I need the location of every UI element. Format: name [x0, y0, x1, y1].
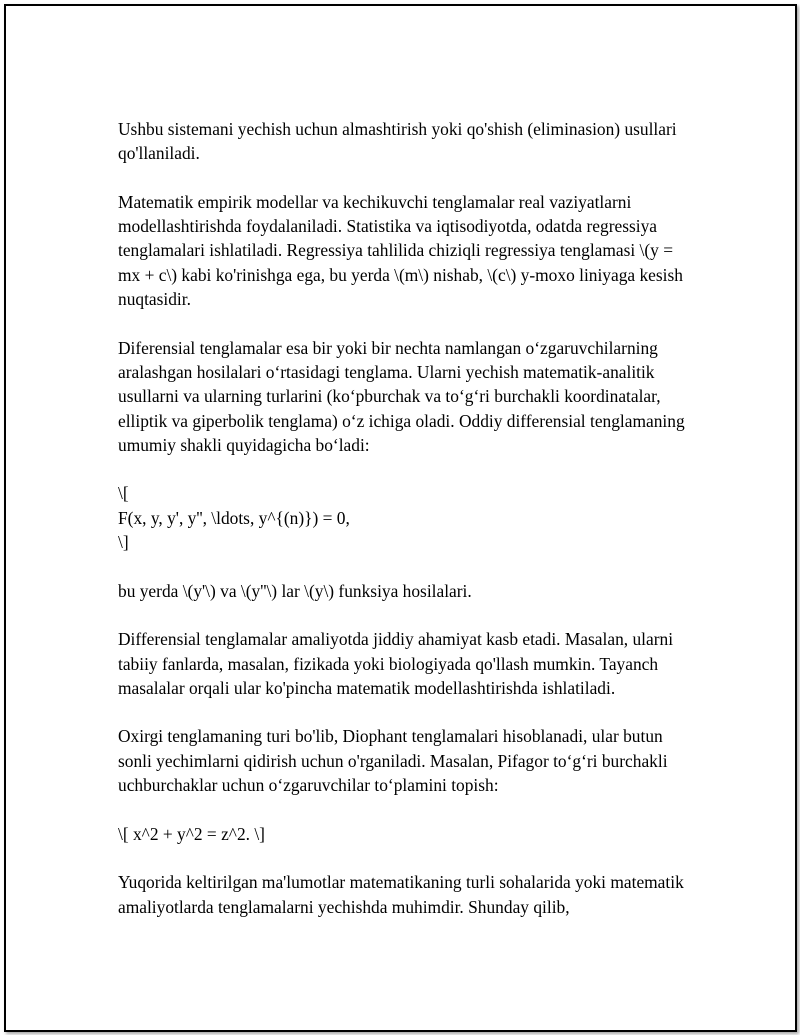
paragraph-derivatives-note: bu yerda \(y'\) va \(y''\) lar \(y\) funksiya hosilalari. [118, 580, 472, 601]
paragraph-differential-intro: Diferensial tenglamalar esa bir yoki bir nechta namlangan o‘zgaruvchilarning aralashgan hosilalari o‘rtasidagi tenglama. Ularni yechish matematik-analitik usullarni va ularning turlarini (ko‘pburchak va to‘g‘ri burchakli koordinatalar, elliptik va giperbolik tenglama) o‘z ichiga oladi. Oddiy differensial tenglamaning umumiy shakli quyidagicha bo‘ladi: [118, 337, 685, 455]
paragraph-elimination: Ushbu sistemani yechish uchun almashtirish yoki qo'shish (eliminasion) usullari qo'llaniladi. [118, 119, 677, 164]
equation-body: F(x, y, y', y'', \ldots, y^{(n)}) = 0, [118, 507, 350, 528]
paragraph-diophantine: Oxirgi tenglamaning turi bo'lib, Diophant tenglamalari hisoblanadi, ular butun sonli yechimlarni qidirish uchun o'rganiladi. Masalan, Pifagor to‘g‘ri burchakli uchburchaklar uchun o‘zgaruvchilar to‘plamini topish: [118, 726, 668, 796]
paragraph-conclusion: Yuqorida keltirilgan ma'lumotlar matematikaning turli sohalarida yoki matematik amaliyotlarda tenglamalarni yechishda muhimdir. Shunday qilib, [118, 872, 684, 917]
equation-open-delimiter: \[ [118, 483, 129, 504]
equation-general-ode [118, 481, 688, 554]
equation-close-delimiter: \] [118, 532, 129, 553]
document-body [118, 117, 688, 943]
paragraph-regression: Matematik empirik modellar va kechikuvchi tenglamalar real vaziyatlarni modellashtirishda foydalaniladi. Statistika va iqtisodiyotda, odatda regressiya tenglamalari ishlatiladi. Regressiya tahlilida chiziqli regressiya tenglamasi \(y = mx + c\) kabi ko'rinishga ega, bu yerda \(m\) nishab, \(c\) y-moxo liniyaga kesish nuqtasidir. [118, 191, 683, 310]
equation-pythagorean: \[ x^2 + y^2 = z^2. \] [118, 823, 265, 844]
paragraph-applications: Differensial tenglamalar amaliyotda jiddiy ahamiyat kasb etadi. Masalan, ularni tabiiy fanlarda, masalan, fizikada yoki biologiyada qo'llash mumkin. Tayanch masalalar orqali ular ko'pincha matematik modellashtirishda ishlatiladi. [118, 629, 674, 698]
